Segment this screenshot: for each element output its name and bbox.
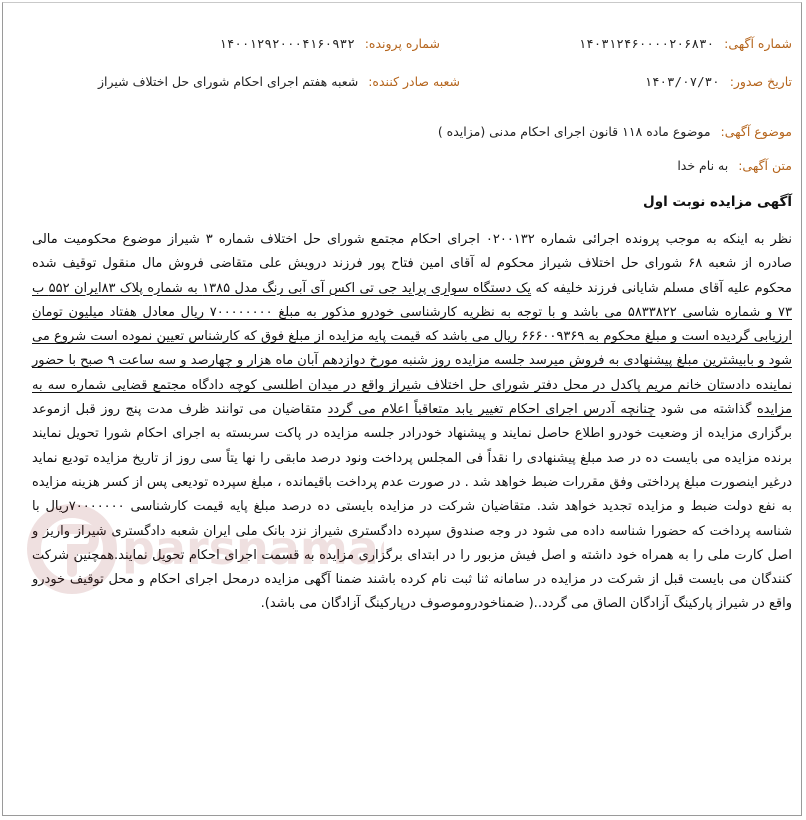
notice-underlined-address-change: چنانچه آدرس اجرای احکام تغییر یابد متعاقباً اعلام می گردد: [327, 402, 656, 418]
subject-label: موضوع آگهی:: [720, 124, 792, 139]
issuer-value: شعبه هفتم اجرای احکام شورای حل اختلاف شیراز: [97, 74, 359, 89]
notice-underlined-vehicle-details: یک دستگاه سواری پراید جی تی اکس آی آبی رنگ مدل ۱۳۸۵ به شماره پلاک ۸۳ایران ۵۵۲ ب ۷۳ و شماره شاسی ۵۸۳۳۸۲۲ می باشد و با توجه به نظریه کارشناسی خودرو مذکور به مبلغ ۷۰۰۰۰۰۰۰۰ ریال معادل هفتاد میلیون تومان ارزیابی گردیده است و مبلغ محکوم به ۶۶۶۰۰۹۳۶۹ ریال می باشد که قیمت پایه مزایده از مبلغ فوق که کارشناس تعیین نموده است شروع می شود و بابیشترین مبلغ پیشنهادی به فروش میرسد جلسه مزایده روز شنبه مورخ دوازدهم آبان ماه هزار و چهارصد و سه ساعت ۹ صبح با حضور نماینده دادستان خانم مریم پاکدل در محل دفتر شورای حل اختلاف شیراز واقع در میدان اطلسی کوچه دادگاه مجتمع قضایی شماره سه به مزایده: [32, 280, 792, 418]
subject-field: [438, 124, 792, 139]
issuer-field: [98, 74, 460, 89]
body-heading-label: متن آگهی:: [738, 158, 792, 173]
issue-date-value: ۱۴۰۳/۰۷/۳۰: [644, 74, 720, 89]
notice-paragraph-conditions: متقاضیان می توانند ظرف مدت پنج روز قبل ازموعد برگزاری مزایده از وضعیت خودرو اطلاع حاصل نمایند و پیشنهاد خودرادر جلسه مزایده در پاکت سربسته به اجرای احکام شورا تحویل نمایند برنده مزایده می بایست ده در صد مبلغ پیشنهادی را نقداً فی المجلس پرداخت ونود درصد مابقی را نها یتاً سی روز از تاریخ مزایده تودیع نماید درغیر اینصورت مبلغ پرداختی وفق مقررات ضبط خواهد شد . در صورت عدم پرداخت باقیمانده ، مبلغ سپرده تودیعی پس از کسر هزینه مزایده به نفع دولت ضبط و مزایده تجدید خواهد شد. متقاضیان شرکت در مزایده بایستی ده درصد مبلغ پایه قیمت کارشناسی ۷۰۰۰۰۰۰۰ریال با شناسه پرداخت که حضورا شناسه داده می شود در وجه صندوق سپرده دادگستری شیراز نزد بانک ملی ایران شعبه دادگستری شیراز واریز و اصل کارت ملی را به همراه خود داشته و اصل فیش مزبور را در ابتدای برگزاری مزایده به قسمت اجرای احکام تحویل نمایند.همچنین شرکت کنندگان می بایست قبل از شرکت در مزایده در سامانه ثنا ثبت نام کرده باشند ضمنا آگهی مزایده درمحل اجرای احکام و محل توقیف خودرو واقع در شیراز پارکینگ آزادگان الصاق می گردد..( ضمناخودروموصوف درپارکینگ آزادگان می باشد).: [32, 402, 793, 612]
issue-date-field: [644, 74, 792, 89]
body-heading-value: به نام خدا: [677, 158, 729, 173]
issue-date-label: تاریخ صدور:: [729, 74, 792, 89]
subject-value: موضوع ماده ۱۱۸ قانون اجرای احکام مدنی (مزایده ): [437, 124, 711, 139]
file-number-label: شماره پرونده:: [364, 36, 440, 51]
file-number-value: ۱۴۰۰۱۲۹۲۰۰۰۴۱۶۰۹۳۲: [219, 36, 355, 51]
ad-number-field: [579, 36, 792, 51]
ad-number-label: شماره آگهی:: [724, 36, 792, 51]
body-heading-field: [677, 158, 792, 173]
ad-number-value: ۱۴۰۳۱۲۴۶۰۰۰۰۲۰۶۸۳۰: [578, 36, 715, 51]
file-number-field: [219, 36, 440, 51]
notice-body: [32, 228, 792, 617]
notice-title: آگهی مزایده نوبت اول: [643, 194, 792, 210]
notice-paragraph-placement: گذاشته می شود: [655, 402, 757, 418]
issuer-label: شعبه صادر کننده:: [368, 74, 460, 89]
notice-paragraph-intro: نظر به اینکه به موجب پرونده اجرائی شماره ۰۲۰۰۱۳۲ اجرای احکام مجتمع شورای حل اختلاف شماره ۳ شیراز موضوع محکومیت مالی صادره از شعبه ۶۸ شورای حل اختلاف شیراز محکوم له آقای امین فتاح پور فرزند درویش علی متقاضی فروش مال منقول توقیف شده محکوم علیه آقای مسلم شایانی فرزند خلیفه که: [32, 232, 792, 296]
